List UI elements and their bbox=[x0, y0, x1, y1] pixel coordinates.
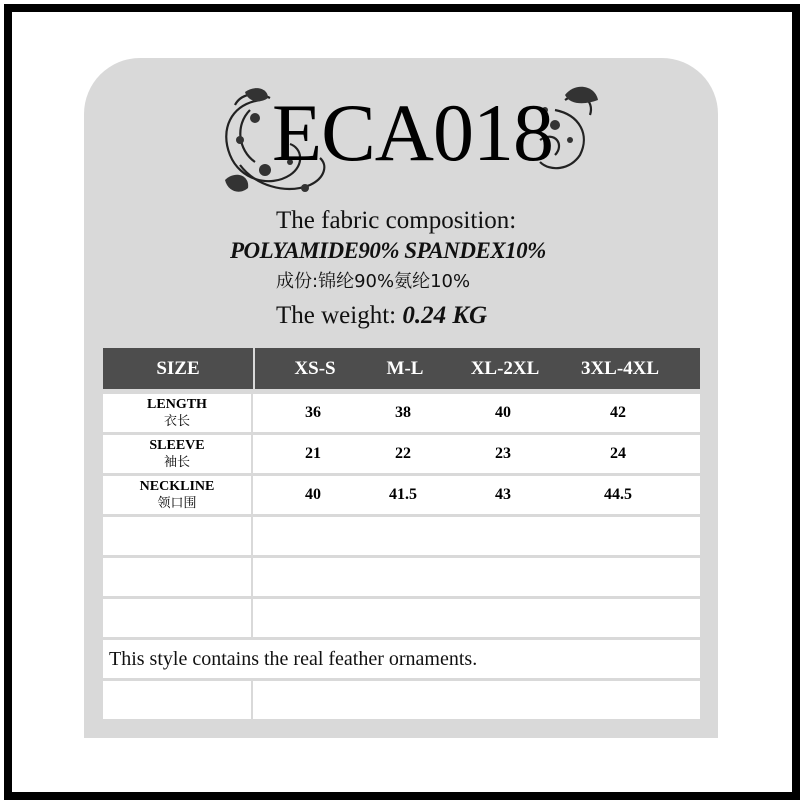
header-xs-s: XS-S bbox=[294, 357, 336, 379]
feather-note: This style contains the real feather ornaments. bbox=[109, 648, 478, 670]
table-cell: 40 bbox=[495, 404, 511, 421]
table-row bbox=[103, 394, 700, 432]
size-table bbox=[103, 348, 700, 719]
header-xl-2xl: XL-2XL bbox=[470, 357, 540, 379]
table-cell: 41.5 bbox=[389, 486, 417, 503]
header-size: SIZE bbox=[103, 348, 255, 389]
row-label-cn: 领口围 bbox=[157, 496, 197, 511]
empty-table-row bbox=[103, 599, 700, 637]
table-row bbox=[103, 476, 700, 514]
header-m-l: M-L bbox=[386, 357, 424, 379]
row-label bbox=[103, 394, 253, 432]
table-cell: 44.5 bbox=[604, 486, 632, 503]
fabric-composition-chinese: 成份:锦纶90%氨纶10% bbox=[276, 271, 471, 292]
empty-table-row bbox=[103, 681, 700, 719]
row-label bbox=[103, 435, 253, 473]
table-cell: 40 bbox=[305, 486, 321, 503]
note-row bbox=[103, 640, 700, 678]
fabric-composition-english: POLYAMIDE90% SPANDEX10% bbox=[230, 238, 546, 263]
empty-table-row bbox=[103, 517, 700, 555]
table-row bbox=[103, 435, 700, 473]
empty-cell bbox=[103, 681, 253, 719]
table-cell: 42 bbox=[610, 404, 626, 421]
weight-label: The weight: bbox=[276, 302, 397, 329]
weight-line bbox=[276, 302, 487, 330]
table-cell: 36 bbox=[305, 404, 321, 421]
weight-value: 0.24 KG bbox=[402, 302, 488, 329]
product-code: ECA018 bbox=[272, 87, 553, 178]
empty-cell bbox=[103, 599, 253, 637]
table-cell: 23 bbox=[495, 445, 511, 462]
row-label bbox=[103, 476, 253, 514]
row-label-en: SLEEVE bbox=[149, 438, 205, 453]
row-label-cn: 衣长 bbox=[163, 414, 190, 429]
header-3xl-4xl: 3XL-4XL bbox=[580, 357, 660, 379]
size-table-header bbox=[103, 348, 700, 389]
row-label-en: NECKLINE bbox=[139, 479, 215, 494]
empty-cell bbox=[103, 558, 253, 596]
empty-table-row bbox=[103, 558, 700, 596]
row-label-cn: 袖长 bbox=[163, 455, 190, 470]
fabric-composition-label: The fabric composition: bbox=[276, 207, 517, 234]
table-cell: 21 bbox=[305, 445, 321, 462]
table-cell: 38 bbox=[395, 404, 411, 421]
table-cell: 43 bbox=[495, 486, 511, 503]
table-cell: 24 bbox=[610, 445, 626, 462]
table-cell: 22 bbox=[395, 445, 411, 462]
row-label-en: LENGTH bbox=[147, 397, 207, 412]
empty-cell bbox=[103, 517, 253, 555]
